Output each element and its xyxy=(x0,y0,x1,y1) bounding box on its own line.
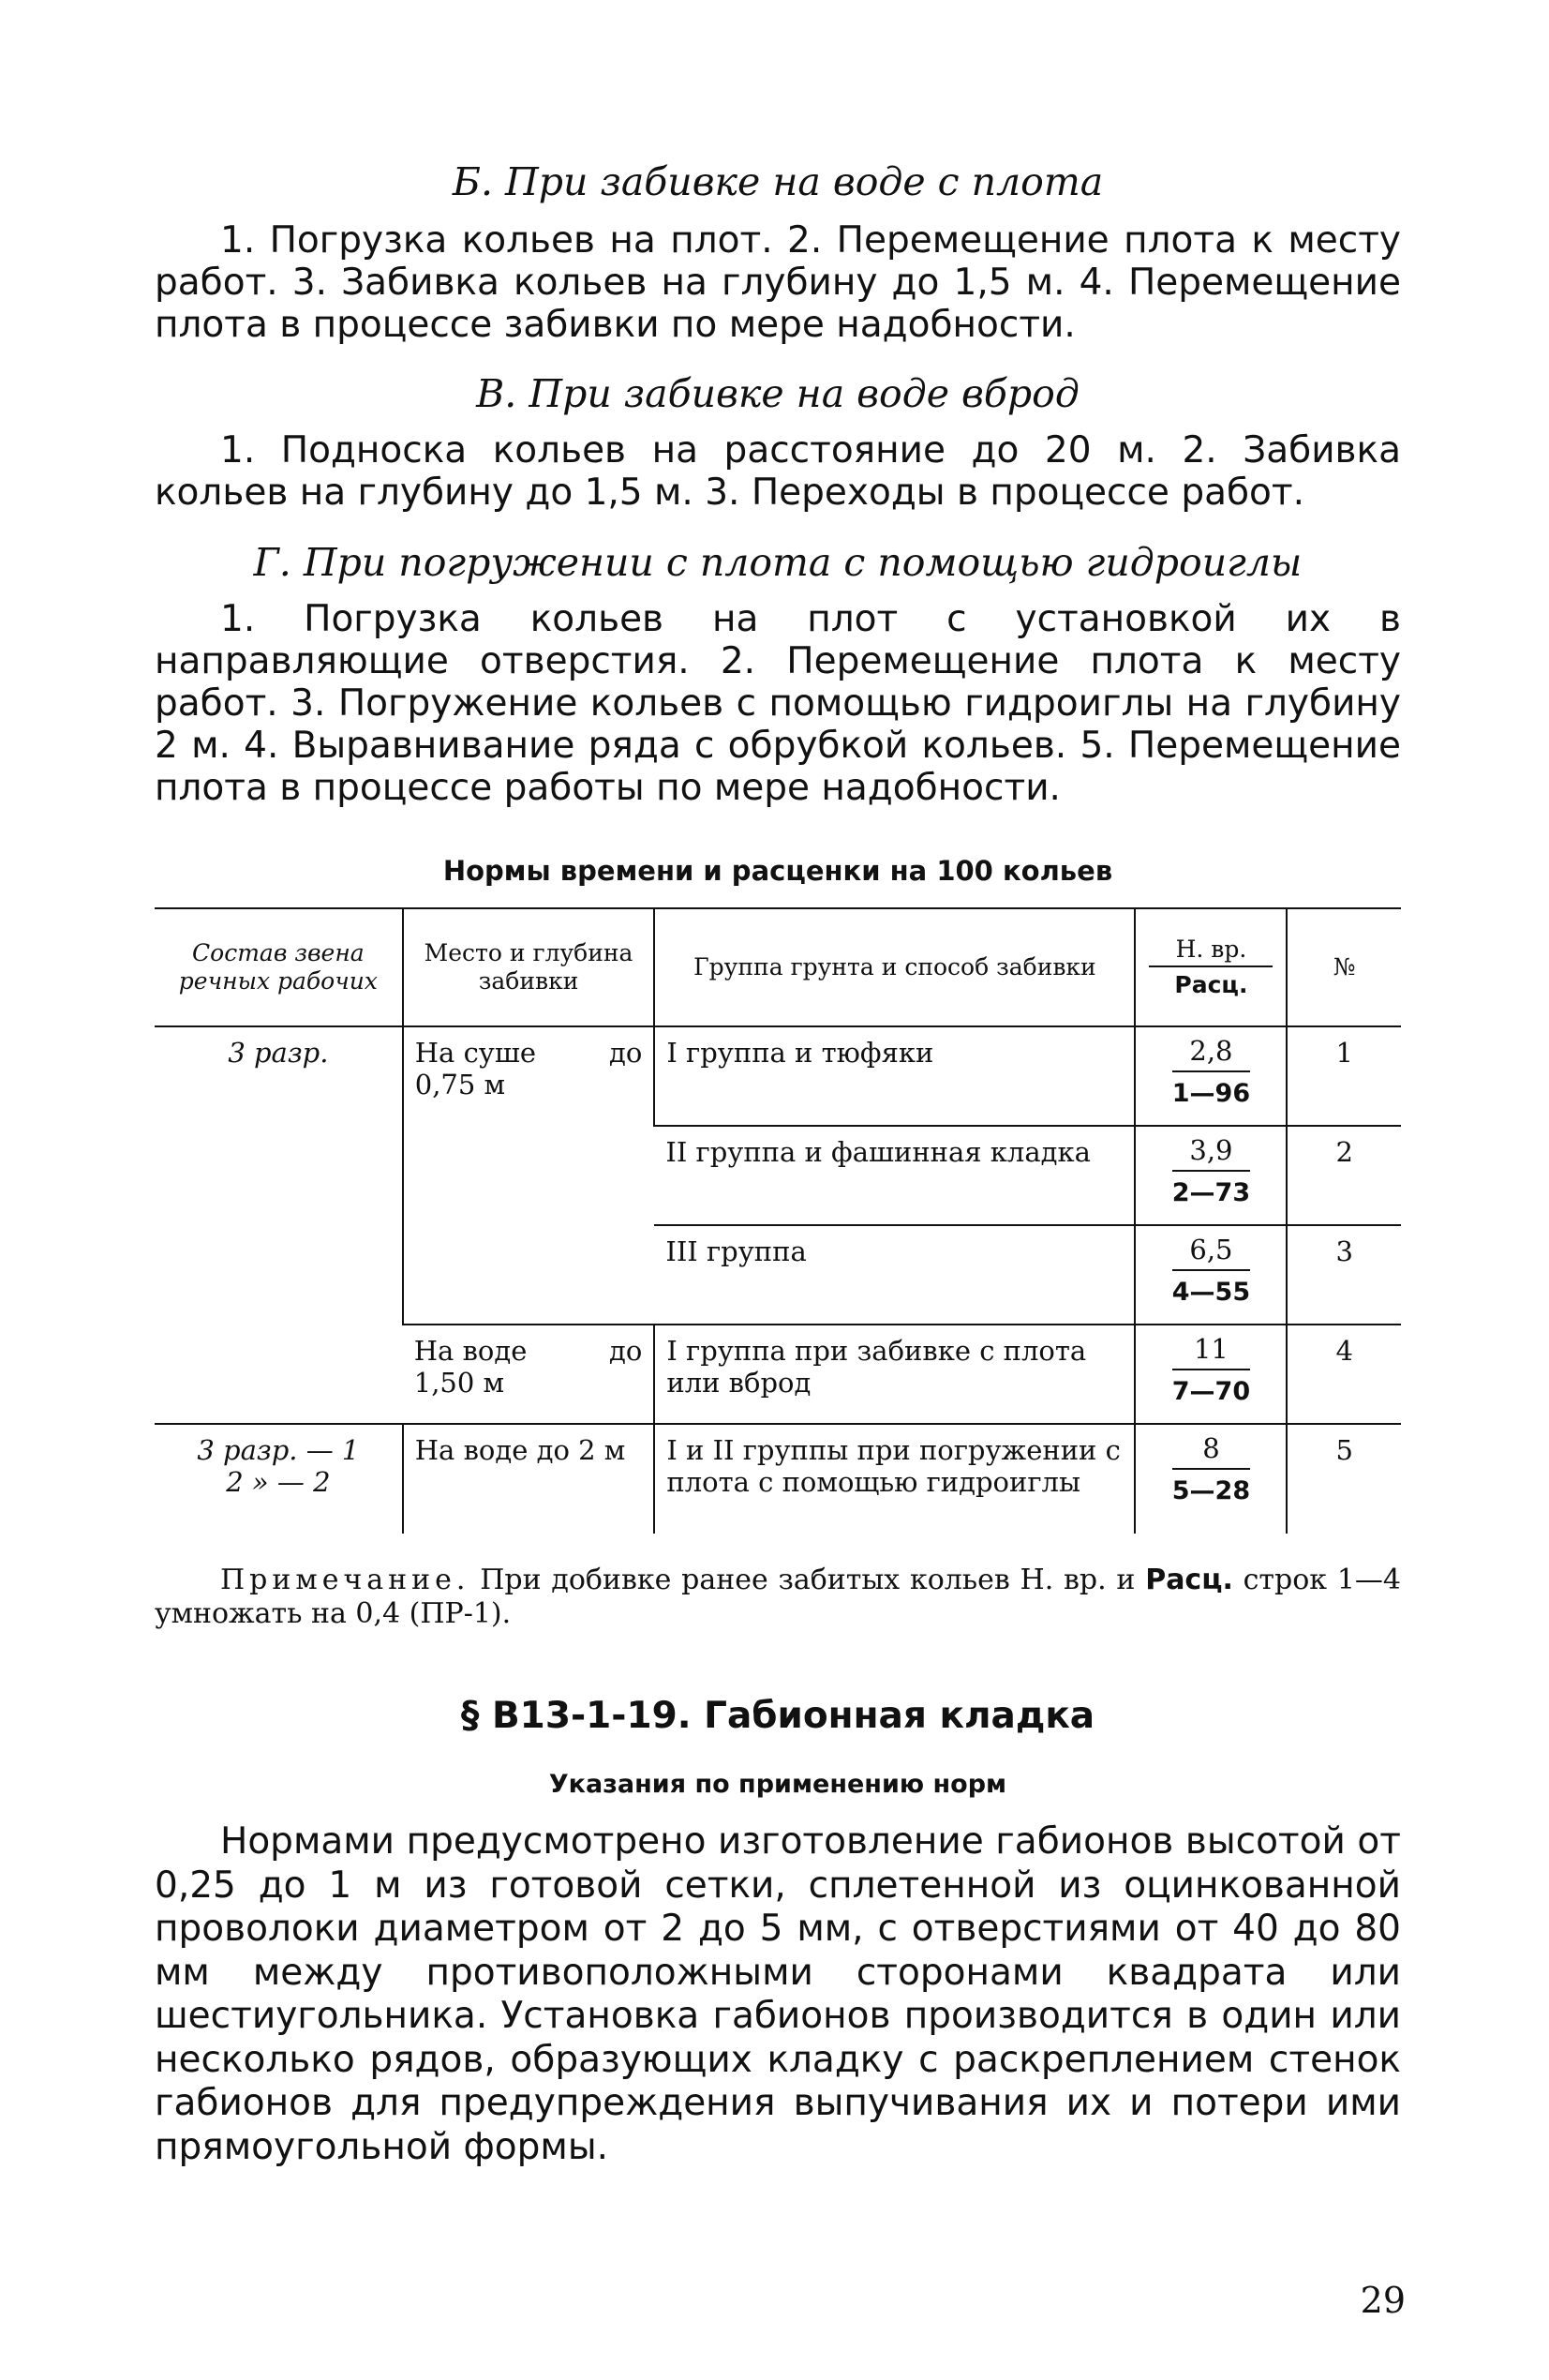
note-text-1: При добивке ранее забитых кольев Н. вр. и xyxy=(469,1564,1146,1596)
header-number: № xyxy=(1287,908,1401,1026)
cell-place-line1 xyxy=(414,1335,643,1367)
section-v-text xyxy=(155,429,1401,514)
cell-place-b: до xyxy=(609,1037,643,1069)
norm-time: 3,9 xyxy=(1172,1134,1250,1172)
header-norm xyxy=(1135,908,1287,1026)
cell-norm xyxy=(1135,1424,1287,1534)
section-b-heading: Б. При забивке на воде с плота xyxy=(452,159,1104,204)
cell-place: На воде до 2 м xyxy=(403,1424,655,1534)
cell-group: III группа xyxy=(654,1225,1135,1325)
cell-place-b: до xyxy=(609,1335,643,1367)
cell-number: 4 xyxy=(1287,1325,1401,1424)
header-norm-fraction xyxy=(1149,936,1273,999)
header-norm-rate: Расц. xyxy=(1174,971,1248,998)
norm-time: 8 xyxy=(1172,1432,1250,1470)
table-note xyxy=(155,1564,1401,1631)
cell-number: 1 xyxy=(1287,1026,1401,1126)
sub-title: Указания по применению норм xyxy=(548,1770,1007,1799)
cell-place xyxy=(403,1026,655,1325)
table-row xyxy=(155,1424,1401,1534)
cell-group: I группа и тюфяки xyxy=(654,1026,1135,1126)
header-group: Группа грунта и способ забивки xyxy=(654,908,1135,1026)
page-number: 29 xyxy=(1360,2280,1406,2321)
norm-time: 6,5 xyxy=(1172,1234,1250,1271)
cell-number: 3 xyxy=(1287,1225,1401,1325)
norm-rate: 4—55 xyxy=(1171,1278,1251,1307)
section-v-heading: В. При забивке на воде вброд xyxy=(476,371,1080,416)
cell-norm xyxy=(1135,1026,1287,1126)
cell-place xyxy=(403,1325,655,1424)
header-crew: Состав звена речных рабочих xyxy=(155,908,403,1026)
cell-place-c: 0,75 м xyxy=(414,1069,506,1100)
note-text-2: строк 1—4 умножать на 0,4 (ПР-1). xyxy=(155,1564,1401,1630)
section-v-text-content: 1. Подноска кольев на расстояние до 20 м. 2. Забивка кольев на глубину до 1,5 м. 3. Переходы в процессе работ. xyxy=(155,429,1401,514)
norm-fraction xyxy=(1172,1134,1250,1209)
cell-crew-line1: 3 разр. — 1 xyxy=(197,1434,360,1466)
cell-number: 2 xyxy=(1287,1126,1401,1225)
cell-norm xyxy=(1135,1225,1287,1325)
header-place: Место и глубина забивки xyxy=(403,908,655,1026)
cell-place-a: На суше xyxy=(414,1037,536,1069)
norm-fraction xyxy=(1172,1432,1250,1507)
cell-crew-line2: 2 » — 2 xyxy=(226,1466,331,1498)
cell-place-a: На воде xyxy=(413,1335,528,1367)
cell-group: I группа при забивке с плота или вброд xyxy=(654,1325,1135,1424)
norm-rate: 2—73 xyxy=(1171,1178,1251,1207)
cell-norm xyxy=(1135,1325,1287,1424)
header-norm-time: Н. вр. xyxy=(1149,936,1273,967)
note-bold: Расц. xyxy=(1145,1564,1233,1596)
cell-place-c: 1,50 м xyxy=(413,1367,505,1399)
norm-time: 11 xyxy=(1172,1333,1250,1370)
section-title: § В13-1-19. Габионная кладка xyxy=(460,1695,1095,1737)
cell-crew xyxy=(155,1424,403,1534)
table-header-row xyxy=(155,908,1401,1026)
section-g-heading: Г. При погружении с плота с помощью гидроиглы xyxy=(253,540,1303,585)
body-paragraph-content: Нормами предусмотрено изготовление габионов высотой от 0,25 до 1 м из готовой сетки, сплетенной из оцинкованной проволоки диаметром от 2 до 5 мм, с отверстиями от 40 до 80 мм между противоположными сторонами квадрата или шестиугольника. Установка габионов производится в один или несколько рядов, образующих кладку с раскреплением стенок габионов для предупреждения выпучивания их и потери ими прямоугольной формы. xyxy=(155,1820,1401,2168)
cell-crew: 3 разр. xyxy=(155,1026,403,1424)
norm-rate: 7—70 xyxy=(1171,1377,1251,1406)
norm-fraction xyxy=(1172,1234,1250,1309)
norm-fraction xyxy=(1172,1035,1250,1110)
section-b-text-content: 1. Погрузка кольев на плот. 2. Перемещение плота к месту работ. 3. Забивка кольев на глубину до 1,5 м. 4. Перемещение плота в процессе забивки по мере надобности. xyxy=(155,219,1401,346)
cell-number: 5 xyxy=(1287,1424,1401,1534)
table-caption: Нормы времени и расценки на 100 кольев xyxy=(442,855,1113,887)
norm-rate: 5—28 xyxy=(1171,1476,1251,1505)
cell-group: I и II группы при погружении с плота с помощью гидроиглы xyxy=(654,1424,1135,1534)
table-row xyxy=(155,1026,1401,1126)
cell-place-line1 xyxy=(415,1037,643,1069)
section-b-text xyxy=(155,219,1401,346)
norms-table xyxy=(155,907,1401,1534)
norm-time: 2,8 xyxy=(1172,1035,1250,1072)
cell-group: II группа и фашинная кладка xyxy=(654,1126,1135,1225)
note-label: Примечание. xyxy=(220,1564,470,1596)
section-g-text xyxy=(155,598,1401,809)
norm-rate: 1—96 xyxy=(1171,1079,1251,1108)
body-paragraph xyxy=(155,1820,1401,2169)
cell-norm xyxy=(1135,1126,1287,1225)
norm-fraction xyxy=(1172,1333,1250,1408)
section-g-text-content: 1. Погрузка кольев на плот с установкой их в направляющие отверстия. 2. Перемещение плота к месту работ. 3. Погружение кольев с помощью гидроиглы на глубину 2 м. 4. Выравнивание ряда с обрубкой кольев. 5. Перемещение плота в процессе работы по мере надобности. xyxy=(155,598,1401,809)
